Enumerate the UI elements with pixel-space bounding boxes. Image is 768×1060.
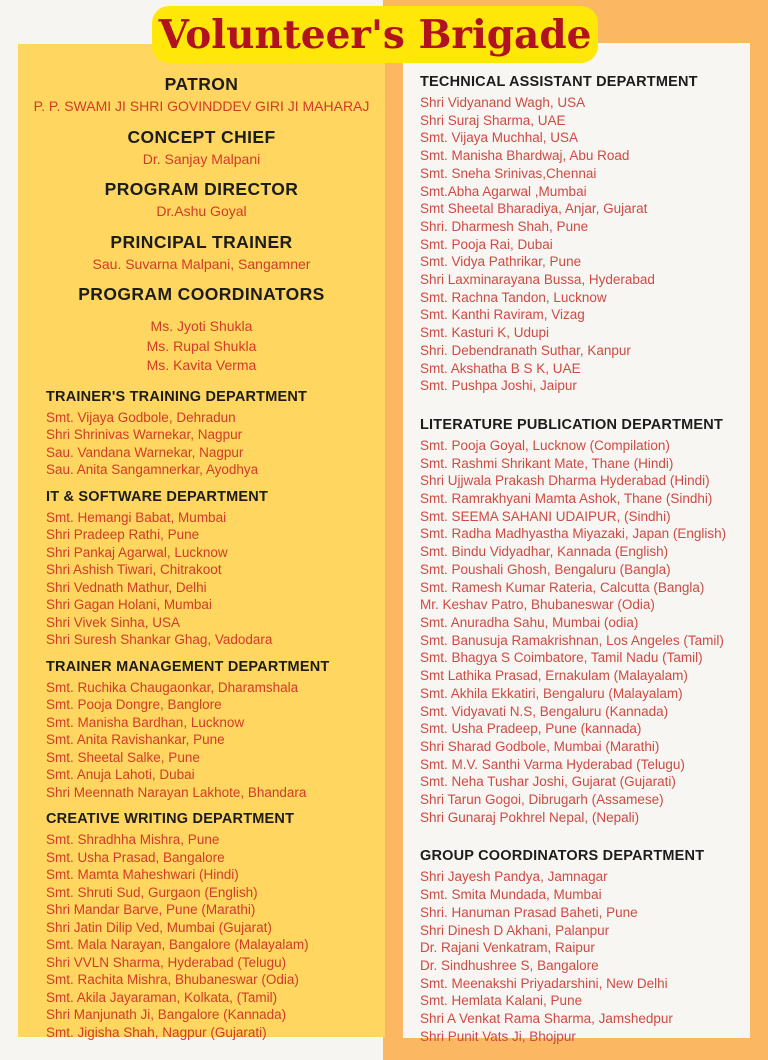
member-name: Smt. Vidyavati N.S, Bengaluru (Kannada)	[420, 703, 669, 719]
right-panel	[403, 43, 750, 1044]
member-name: Shri Sharad Godbole, Mumbai (Marathi)	[420, 738, 660, 754]
member-name: Shri Gunaraj Pokhrel Nepal, (Nepali)	[420, 809, 640, 825]
member-name: Smt. Vijaya Godbole, Dehradun	[46, 409, 236, 425]
leadership-heading: PROGRAM COORDINATORS	[78, 284, 325, 304]
department-heading: GROUP COORDINATORS DEPARTMENT	[420, 848, 705, 865]
member-name: Ms. Rupal Shukla	[146, 337, 257, 354]
leadership-names	[18, 97, 385, 117]
department-section	[46, 488, 385, 649]
member-name: Smt. SEEMA SAHANI UDAIPUR, (Sindhi)	[420, 508, 671, 524]
department-names	[420, 94, 750, 395]
department-names	[46, 509, 385, 649]
department-heading: IT & SOFTWARE DEPARTMENT	[46, 488, 269, 505]
member-name: Smt. Anita Ravishankar, Pune	[46, 732, 225, 747]
department-names	[46, 409, 385, 479]
member-name: Smt. Ruchika Chaugaonkar, Dharamshala	[46, 679, 299, 695]
member-name: Smt. Vidya Pathrikar, Pune	[420, 254, 582, 270]
member-name: Shri. Hanuman Prasad Baheti, Pune	[420, 904, 638, 920]
member-name: Smt. Ramrakhyani Mamta Ashok, Thane (Sindhi)	[420, 491, 713, 507]
department-heading: TRAINER'S TRAINING DEPARTMENT	[46, 388, 308, 405]
member-name: Sau. Suvarna Malpani, Sangamner	[92, 255, 311, 272]
member-name: Smt. Sheetal Salke, Pune	[46, 749, 200, 765]
member-name: Shri Ashish Tiwari, Chitrakoot	[46, 562, 222, 577]
leadership-sections	[18, 44, 385, 376]
leadership-heading: PATRON	[164, 74, 239, 94]
member-name: Smt Sheetal Bharadiya, Anjar, Gujarat	[420, 201, 648, 217]
member-name: Dr. Sindhushree S, Bangalore	[420, 957, 599, 973]
member-name: Mr. Keshav Patro, Bhubaneswar (Odia)	[420, 597, 655, 613]
member-name: Shri Meennath Narayan Lakhote, Bhandara	[46, 784, 307, 800]
member-name: Shri VVLN Sharma, Hyderabad (Telugu)	[46, 954, 287, 970]
member-name: Shri Jatin Dilip Ved, Mumbai (Gujarat)	[46, 919, 272, 935]
member-name: Shri Tarun Gogoi, Dibrugarh (Assamese)	[420, 792, 664, 808]
member-name: Smt. Kasturi K, Udupi	[420, 325, 550, 341]
member-name: Smt. Poushali Ghosh, Bengaluru (Bangla)	[420, 561, 671, 577]
member-name: Smt. Ramesh Kumar Rateria, Calcutta (Bangla)	[420, 579, 705, 595]
member-name: Shri Mandar Barve, Pune (Marathi)	[46, 902, 256, 917]
member-name: Shri Vidyanand Wagh, USA	[420, 95, 586, 110]
member-name: Ms. Jyoti Shukla	[150, 318, 253, 334]
member-name: Shri Jayesh Pandya, Jamnagar	[420, 869, 608, 885]
member-name: Smt. Rachna Tandon, Lucknow	[420, 289, 607, 305]
member-name: Smt. Rachita Mishra, Bhubaneswar (Odia)	[46, 972, 299, 987]
department-heading: CREATIVE WRITING DEPARTMENT	[46, 811, 295, 827]
leadership-section	[18, 179, 385, 222]
member-name: Smt. Bindu Vidyadhar, Kannada (English)	[420, 544, 669, 560]
member-name: Dr. Rajani Venkatram, Raipur	[420, 940, 595, 956]
department-heading: TRAINER MANAGEMENT DEPARTMENT	[46, 658, 330, 675]
member-name: Smt. Rashmi Shrikant Mate, Thane (Hindi)	[420, 455, 674, 471]
member-name: Shri Manjunath Ji, Bangalore (Kannada)	[46, 1007, 287, 1022]
member-name: Dr. Sanjay Malpani	[142, 150, 261, 167]
member-name: Smt. Hemlata Kalani, Pune	[420, 993, 583, 1009]
member-name: Shri A Venkat Rama Sharma, Jamshedpur	[420, 1011, 673, 1027]
member-name: Shri. Debendranath Suthar, Kanpur	[420, 342, 631, 358]
member-name: Smt. Usha Pradeep, Pune (kannada)	[420, 721, 642, 737]
member-name: Smt. Jigisha Shah, Nagpur (Gujarati)	[46, 1024, 267, 1040]
member-name: Shri. Dharmesh Shah, Pune	[420, 218, 589, 234]
member-name: Smt. Akshatha B S K, UAE	[420, 360, 581, 376]
member-name: Shri Gagan Holani, Mumbai	[46, 597, 212, 612]
leadership-names	[18, 202, 385, 222]
department-section	[46, 388, 385, 479]
member-name: Smt Lathika Prasad, Ernakulam (Malayalam)	[420, 668, 688, 684]
left-panel	[18, 44, 385, 1040]
leadership-heading: CONCEPT CHIEF	[127, 126, 276, 147]
member-name: Smt. Neha Tushar Joshi, Gujarat (Gujarati)	[420, 774, 676, 790]
member-name: Smt. Mala Narayan, Bangalore (Malayalam)	[46, 937, 309, 952]
member-name: Shri Vivek Sinha, USA	[46, 614, 181, 630]
department-section	[420, 416, 750, 826]
member-name: Shri Suraj Sharma, UAE	[420, 112, 566, 128]
department-heading: TECHNICAL ASSISTANT DEPARTMENT	[420, 74, 698, 90]
member-name: Smt. Kanthi Raviram, Vizag	[420, 307, 585, 323]
member-name: Smt. Shradhha Mishra, Pune	[46, 832, 220, 847]
member-name: Shri Laxminarayana Bussa, Hyderabad	[420, 272, 655, 288]
member-name: Shri Pankaj Agarwal, Lucknow	[46, 544, 228, 560]
leadership-names	[18, 255, 385, 275]
member-name: Smt. Meenakshi Priyadarshini, New Delhi	[420, 975, 668, 991]
leadership-names	[18, 150, 385, 170]
member-name: Smt. Shruti Sud, Gurgaon (English)	[46, 884, 258, 900]
member-name: Smt. Akhila Ekkatiri, Bengaluru (Malayalam)	[420, 685, 683, 701]
department-names	[420, 868, 750, 1045]
member-name: Smt. Hemangi Babat, Mumbai	[46, 509, 227, 525]
department-names	[420, 437, 750, 826]
member-name: Shri Punit Vats Ji, Bhojpur	[420, 1028, 576, 1044]
department-section	[46, 810, 385, 1041]
member-name: Shri Vednath Mathur, Delhi	[46, 579, 207, 595]
title-banner	[152, 6, 598, 63]
member-name: Shri Dinesh D Akhani, Palanpur	[420, 922, 610, 938]
member-name: Smt. Pooja Rai, Dubai	[420, 236, 553, 252]
leadership-section	[18, 127, 385, 170]
member-name: Smt. Bhagya S Coimbatore, Tamil Nadu (Tamil)	[420, 650, 703, 666]
leadership-section	[18, 232, 385, 275]
member-name: Smt. Smita Mundada, Mumbai	[420, 887, 602, 903]
member-name: Shri Ujjwala Prakash Dharma Hyderabad (Hindi)	[420, 473, 710, 489]
member-name: Smt. Manisha Bardhan, Lucknow	[46, 714, 245, 730]
member-name: Smt. Radha Madhyastha Miyazaki, Japan (English)	[420, 526, 727, 542]
leadership-heading: PRINCIPAL TRAINER	[110, 231, 293, 252]
member-name: Smt. Akila Jayaraman, Kolkata, (Tamil)	[46, 989, 278, 1005]
member-name: Smt. Pushpa Joshi, Jaipur	[420, 378, 577, 394]
leadership-section	[18, 284, 385, 376]
member-name: Smt. Pooja Goyal, Lucknow (Compilation)	[420, 437, 670, 453]
member-name: Smt. Banusuja Ramakrishnan, Los Angeles (Tamil)	[420, 632, 724, 648]
member-name: Smt. Manisha Bhardwaj, Abu Road	[420, 148, 630, 164]
member-name: Smt. Vijaya Muchhal, USA	[420, 130, 579, 146]
member-name: Smt.Abha Agarwal ,Mumbai	[420, 183, 587, 199]
member-name: Smt. Sneha Srinivas,Chennai	[420, 165, 597, 181]
member-name: Shri Pradeep Rathi, Pune	[46, 527, 200, 542]
department-names	[46, 679, 385, 802]
member-name: Smt. Mamta Maheshwari (Hindi)	[46, 867, 239, 882]
member-name: Ms. Kavita Verma	[146, 357, 257, 373]
department-section	[420, 73, 750, 395]
left-departments	[18, 386, 385, 1042]
member-name: Smt. Anuja Lahoti, Dubai	[46, 767, 195, 782]
right-departments	[403, 43, 750, 1045]
department-section	[420, 847, 750, 1045]
leadership-names	[18, 317, 385, 376]
member-name: P. P. SWAMI JI SHRI GOVINDDEV GIRI JI MAHARAJ	[33, 98, 370, 114]
leadership-heading: PROGRAM DIRECTOR	[104, 179, 299, 199]
member-name: Sau. Vandana Warnekar, Nagpur	[46, 444, 244, 460]
member-name: Smt. M.V. Santhi Varma Hyderabad (Telugu)	[420, 756, 685, 772]
department-heading: LITERATURE PUBLICATION DEPARTMENT	[420, 416, 724, 433]
department-section	[46, 658, 385, 802]
member-name: Smt. Anuradha Sahu, Mumbai (odia)	[420, 614, 639, 630]
department-names	[46, 831, 385, 1041]
member-name: Shri Shrinivas Warnekar, Nagpur	[46, 427, 243, 442]
member-name: Smt. Pooja Dongre, Banglore	[46, 697, 222, 712]
leadership-section	[18, 74, 385, 117]
member-name: Shri Suresh Shankar Ghag, Vadodara	[46, 632, 273, 647]
member-name: Smt. Usha Prasad, Bangalore	[46, 849, 225, 865]
member-name: Sau. Anita Sangamnerkar, Ayodhya	[46, 462, 259, 477]
poster-title: Volunteer's Brigade	[158, 11, 592, 58]
member-name: Dr.Ashu Goyal	[156, 203, 247, 219]
